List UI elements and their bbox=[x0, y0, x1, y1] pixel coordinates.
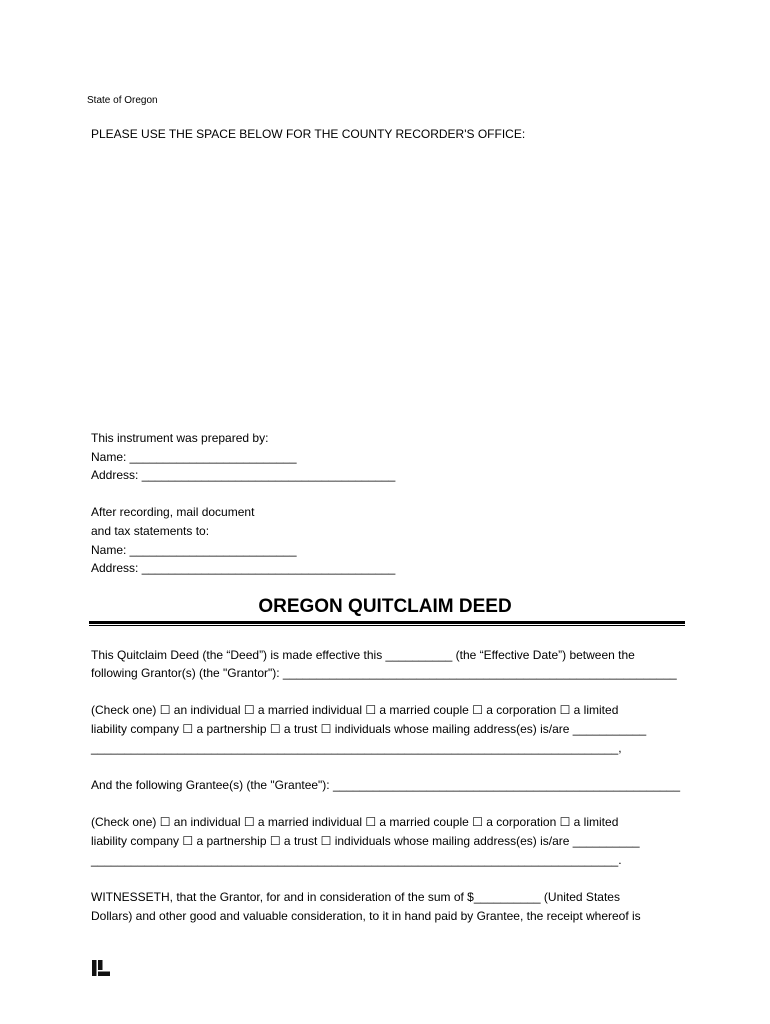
recorder-notice: PLEASE USE THE SPACE BELOW FOR THE COUNTY RECORDER'S OFFICE: bbox=[91, 127, 526, 141]
title-rule-thin bbox=[89, 625, 685, 626]
witnesseth-line-1: WITNESSETH, that the Grantor, for and in consideration of the sum of $__________ (United States bbox=[91, 890, 620, 904]
grantor-type-line-2[interactable]: liability company ☐ a partnership ☐ a trust ☐ individuals whose mailing address(es) is/are ___________ bbox=[91, 722, 647, 736]
grantee-type-line-2[interactable]: liability company ☐ a partnership ☐ a trust ☐ individuals whose mailing address(es) is/are __________ bbox=[91, 834, 640, 848]
mail-to-line-2: and tax statements to: bbox=[91, 524, 210, 538]
mail-to-name-field[interactable]: Name: _________________________ bbox=[91, 543, 297, 557]
grantee-type-line-1[interactable]: (Check one) ☐ an individual ☐ a married individual ☐ a married couple ☐ a corporation ☐ a limited bbox=[91, 815, 619, 829]
grantee-name-field[interactable]: And the following Grantee(s) (the "Grantee"): ____________________________________________________ bbox=[91, 778, 681, 792]
title-rule-thick bbox=[89, 621, 685, 624]
witnesseth-line-2: Dollars) and other good and valuable consideration, to it in hand paid by Grantee, the receipt whereof is bbox=[91, 909, 641, 923]
legal-templates-logo-icon bbox=[91, 959, 111, 977]
intro-line-1: This Quitclaim Deed (the “Deed”) is made effective this __________ (the “Effective Date”) between the bbox=[91, 648, 635, 662]
grantor-name-field[interactable]: following Grantor(s) (the "Grantor"): ___________________________________________________________ bbox=[91, 666, 677, 680]
grantor-type-line-1[interactable]: (Check one) ☐ an individual ☐ a married individual ☐ a married couple ☐ a corporation ☐ a limited bbox=[91, 703, 619, 717]
prepared-by-name-field[interactable]: Name: _________________________ bbox=[91, 450, 297, 464]
state-label: State of Oregon bbox=[87, 95, 158, 106]
mail-to-line-1: After recording, mail document bbox=[91, 505, 255, 519]
grantee-address-field[interactable]: _______________________________________________________________________________. bbox=[91, 853, 622, 867]
prepared-by-heading: This instrument was prepared by: bbox=[91, 431, 269, 445]
recorder-space bbox=[89, 150, 685, 420]
document-title: OREGON QUITCLAIM DEED bbox=[258, 596, 512, 617]
mail-to-address-field[interactable]: Address: ______________________________________ bbox=[91, 561, 396, 575]
prepared-by-address-field[interactable]: Address: ______________________________________ bbox=[91, 468, 396, 482]
grantor-address-field[interactable]: _______________________________________________________________________________, bbox=[91, 741, 622, 755]
